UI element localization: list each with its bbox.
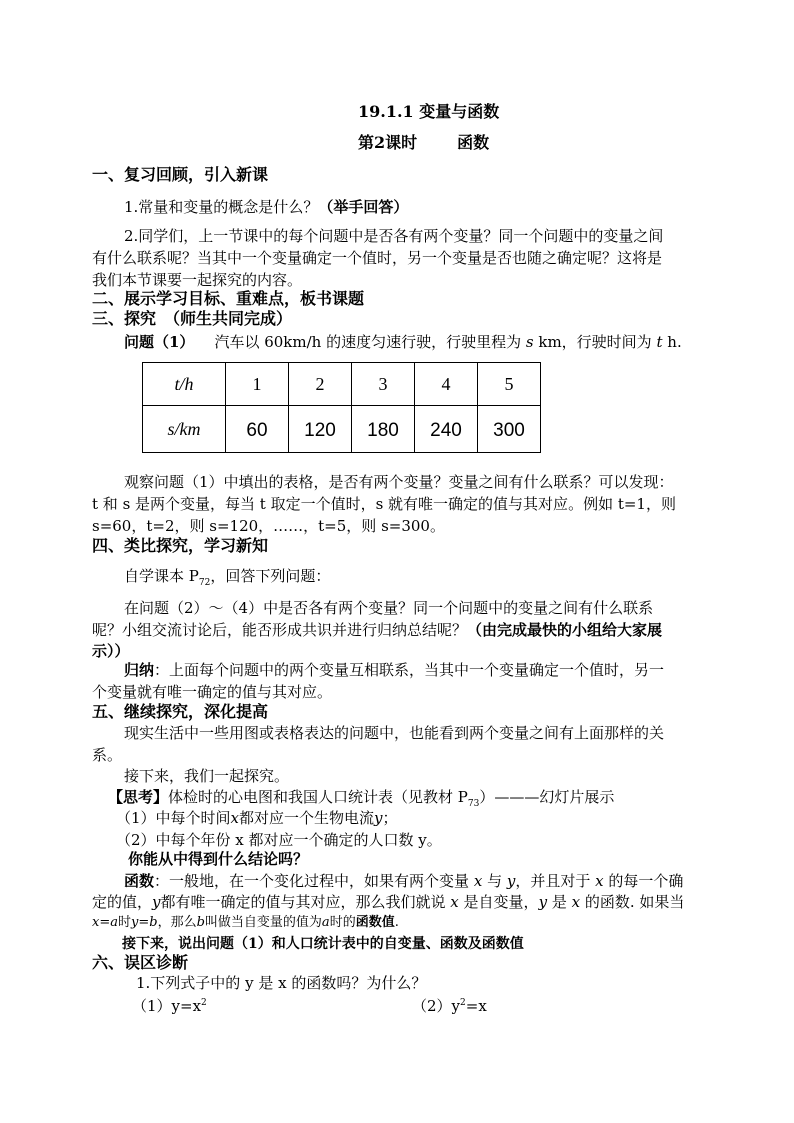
problem-1-text-a: 汽车以 60km/h 的速度匀速行驶，行驶里程为: [214, 333, 522, 351]
def-l3e: b: [196, 915, 205, 930]
table-cell-t5: 5: [478, 363, 541, 406]
subtitle-topic: 函数: [457, 133, 490, 152]
think-text-a: 体检时的心电图和我国人口统计表（见教材 P: [168, 788, 468, 806]
def-l2a: 定的值，: [92, 893, 153, 911]
opt2-text-a: （2）y: [412, 997, 461, 1015]
section-5-heading: 五、继续探究，深化提高: [92, 702, 269, 721]
def-l1d: 的每一个确: [608, 872, 684, 890]
definition-line-3: [92, 913, 399, 933]
definition-label: 函数: [124, 872, 155, 890]
section-1-heading: 一、复习回顾，引入新课: [92, 165, 269, 184]
def-l3h: 时的: [329, 915, 356, 930]
table-cell-s4: 240: [415, 406, 478, 453]
subtitle-lesson: 第2课时: [358, 133, 418, 152]
observation-line-1: 观察问题（1）中填出的表格，是否有两个变量？变量之间有什么联系？可以发现：: [124, 473, 674, 491]
summary-text-1: ：上面每个问题中的两个变量互相联系，当其中一个变量确定一个值时，另一: [154, 661, 665, 679]
sec4-question-line-3: 示））: [92, 642, 130, 660]
table-cell-s1: 60: [226, 406, 289, 453]
sec1-q2-line-3: 我们本节课要一起探究的内容。: [92, 271, 303, 289]
def-l1y: y: [506, 872, 516, 890]
var-t: t: [656, 333, 663, 351]
def-l1a: ：一般地，在一个变化过程中，如果有两个变量: [154, 872, 470, 890]
summary-line-1: [124, 660, 664, 680]
definition-line-2: [92, 892, 684, 912]
think-item-2: （2）中每个年份 x 都对应一个确定的人口数 y。: [116, 831, 442, 849]
section-6-heading: 六、误区诊断: [92, 953, 189, 972]
table-cell-t1: 1: [226, 363, 289, 406]
speed-table: [142, 362, 541, 453]
sec1-question-1: [124, 197, 408, 217]
sec5-line-2: 系。: [92, 746, 123, 764]
item1-y: y: [374, 809, 383, 827]
def-l2y: y: [152, 893, 161, 911]
item1-x: x: [230, 809, 240, 827]
def-l3f: 叫做当自变量的值为: [204, 915, 322, 930]
def-l2x: x: [450, 893, 459, 911]
think-item-1: [116, 808, 398, 828]
sec4-q-line-2a: 呢？小组交流讨论后，能否形成共识并进行归纳总结呢？: [92, 621, 468, 639]
sec4-question-line-2: [92, 620, 662, 640]
sec5-line-1: 现实生活中一些用图或表格表达的问题中，也能看到两个变量之间有上面那样的关: [124, 724, 665, 742]
next-task-line: 接下来，说出问题（1）和人口统计表中的自变量、函数及函数值: [122, 936, 524, 952]
sec6-option-2: [412, 996, 487, 1016]
def-l3g: a: [321, 915, 330, 930]
def-l3i: 函数值: [355, 915, 395, 930]
table-cell-t4: 4: [415, 363, 478, 406]
section-2-heading: 二、展示学习目标、重难点，板书课题: [92, 289, 365, 308]
table-cell-t3: 3: [352, 363, 415, 406]
table-head-distance: s/km: [143, 406, 226, 453]
table-cell-s3: 180: [352, 406, 415, 453]
section-4-heading: 四、类比探究，学习新知: [92, 536, 269, 555]
sec1-q1-text: 1.常量和变量的概念是什么？: [124, 198, 319, 216]
conclusion-question: 你能从中得到什么结论吗？: [128, 850, 309, 868]
table-row-distance: [143, 406, 541, 453]
def-l3a: x=a: [92, 915, 118, 930]
sec6-question-1: 1.下列式子中的 y 是 x 的函数吗？为什么？: [136, 974, 427, 992]
sec5-line-3: 接下来，我们一起探究。: [124, 767, 290, 785]
section-3-heading: 三、探究 （师生共同完成）: [92, 309, 293, 328]
sec1-q1-note: （举手回答）: [318, 198, 409, 216]
def-l1b: 与: [487, 872, 503, 890]
def-l2y2: y: [538, 893, 548, 911]
def-l2x2: x: [571, 893, 581, 911]
sec6-option-1: [132, 996, 207, 1016]
problem-1-statement: [124, 332, 682, 352]
self-study-line: [124, 566, 330, 586]
table-cell-s2: 120: [289, 406, 352, 453]
page-subtitle: [358, 133, 489, 153]
summary-label: 归纳: [124, 661, 155, 679]
problem-1-text-c: h.: [667, 333, 682, 351]
opt2-text-b: =x: [465, 997, 487, 1015]
problem-1-text-b: km，行驶时间为: [538, 333, 652, 351]
definition-line-1: [124, 871, 683, 891]
def-l1x: x: [473, 872, 483, 890]
opt2-exponent: 2: [460, 998, 466, 1008]
page-title: 19.1.1 变量与函数: [358, 102, 500, 121]
summary-line-2: 个变量就有唯一确定的值与其对应。: [92, 683, 333, 701]
def-l3d: ，那么: [157, 915, 197, 930]
table-head-time: t/h: [143, 363, 226, 406]
opt1-text: （1）y=x: [132, 997, 202, 1015]
self-study-b: ，回答下列问题：: [210, 567, 331, 585]
observation-line-3: s=60，t=2，则 s=120，……，t=5，则 s=300。: [92, 517, 445, 535]
table-cell-t2: 2: [289, 363, 352, 406]
def-l2c: 是自变量，: [463, 893, 539, 911]
def-l2d: 是: [551, 893, 567, 911]
observation-line-2: t 和 s 是两个变量，每当 t 取定一个值时，s 就有唯一确定的值与其对应。例如 t=1，则: [92, 495, 676, 513]
think-page: 73: [467, 799, 480, 809]
def-l2b: 都有唯一确定的值与其对应，那么我们就说: [160, 893, 446, 911]
def-l1x2: x: [595, 872, 604, 890]
think-line: [108, 787, 614, 807]
opt1-exponent: 2: [201, 998, 207, 1008]
var-s: s: [525, 333, 534, 351]
def-l1c: ，并且对于: [515, 872, 591, 890]
sec4-question-line-1: 在问题（2）～（4）中是否各有两个变量？同一个问题中的变量之间有什么联系: [124, 599, 654, 617]
def-l3j: .: [394, 915, 399, 930]
sec4-q-line-2b: （由完成最快的小组给大家展: [467, 621, 663, 639]
table-cell-s5: 300: [478, 406, 541, 453]
self-study-a: 自学课本 P: [124, 567, 199, 585]
think-label: 【思考】: [108, 788, 169, 806]
def-l2e: 的函数. 如果当: [584, 893, 685, 911]
def-l3c: y=b: [131, 915, 158, 930]
item1-a: （1）中每个时间: [116, 809, 231, 827]
self-study-page: 72: [198, 578, 211, 588]
item1-c: ；: [382, 809, 398, 827]
think-text-b: ）———幻灯片展示: [479, 788, 615, 806]
item1-b: 都对应一个生物电流: [239, 809, 375, 827]
sec1-q2-line-1: 2.同学们，上一节课中的每个问题中是否各有两个变量？同一个问题中的变量之间: [124, 227, 664, 245]
sec1-q2-line-2: 有什么联系呢？当其中一个变量确定一个值时，另一个变量是否也随之确定呢？这将是: [92, 249, 663, 267]
problem-1-label: 问题（1）: [124, 333, 195, 351]
table-row-time: [143, 363, 541, 406]
def-l3b: 时: [117, 915, 131, 930]
